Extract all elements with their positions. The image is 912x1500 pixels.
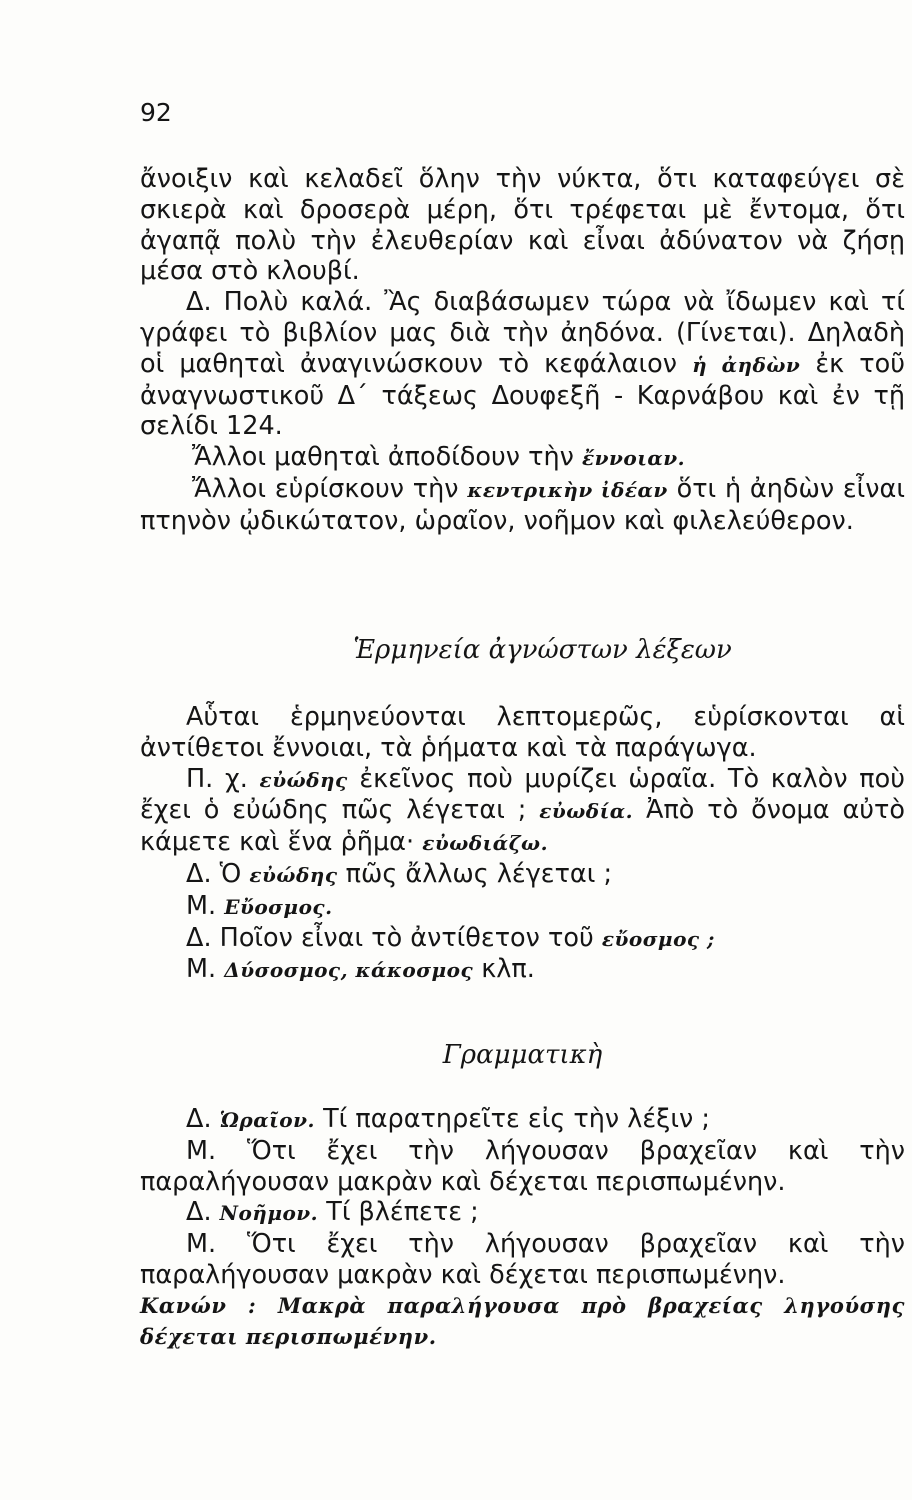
- dialogue-line: Μ. Ὅτι ἔχει τὴν λήγουσαν βραχεῖαν καὶ τὴν παραλήγουσαν μακρὰν καὶ δέχεται περισπωμένην.: [140, 1229, 905, 1290]
- paragraph-example: Π. χ. εὐώδης ἐκεῖνος ποὺ μυρίζει ὡραῖα. Τὸ καλὸν ποὺ ἔχει ὁ εὐώδης πῶς λέγεται ; εὐωδία. Ἀπὸ τὸ ὄνομα αὐτὸ κάμετε καὶ ἕνα ῥῆμα· εὐωδιάζω.: [140, 763, 905, 858]
- grammar-block: [140, 1104, 905, 1352]
- dialogue-line: Δ. Ὁ εὐώδης πῶς ἄλλως λέγεται ;: [186, 858, 613, 889]
- section-heading-unknown-words: Ἑρμηνεία ἀγνώστων λέξεων: [353, 635, 732, 665]
- paragraph-3: Ἄλλοι μαθηταὶ ἀποδίδουν τὴν ἔννοιαν.: [192, 442, 686, 473]
- page-number: 92: [140, 98, 172, 127]
- emphasis-kentriki-idea: κεντρικὴν ἰδέαν: [467, 477, 668, 502]
- grammar-rule: Κανών : Μακρὰ παραλήγουσα πρὸ βραχείας ληγούσης δέχεται περισπωμένην.: [140, 1292, 905, 1349]
- section-heading-grammar: Γραμματικὴ: [442, 1040, 603, 1070]
- dialogue-line: Δ. Ποῖον εἶναι τὸ ἀντίθετον τοῦ εὔοσμος ;: [186, 922, 715, 953]
- unknown-words-block: [140, 702, 905, 986]
- dialogue-line: Δ. Ὡραῖον. Τί παρατηρεῖτε εἰς τὴν λέξιν ;: [186, 1104, 710, 1134]
- paragraph-1: ἄνοιξιν καὶ κελαδεῖ ὅλην τὴν νύκτα, ὅτι καταφεύγει σὲ σκιερὰ καὶ δροσερὰ μέρη, ὅτι τρέφεται μὲ ἔντομα, ὅτι ἀγαπᾷ πολὺ τὴν ἐλευθερίαν καὶ εἶναι ἀδύνατον νὰ ζήσῃ μέσα στὸ κλουβί.: [140, 164, 905, 287]
- dialogue-line: Μ. Εὔοσμος.: [186, 890, 333, 921]
- lesson-text-block: [140, 164, 905, 537]
- emphasis-ennoia: ἔννοιαν.: [581, 446, 686, 471]
- dialogue-line: Μ. Ὅτι ἔχει τὴν λήγουσαν βραχεῖαν καὶ τὴν παραλήγουσαν μακρὰν καὶ δέχεται περισπωμένην.: [140, 1135, 905, 1197]
- emphasis-aidon: ἡ ἀηδὼν: [692, 352, 801, 377]
- dialogue-line: Μ. Δύσοσμος, κάκοσμος κλπ.: [186, 954, 535, 985]
- paragraph-words-intro: Αὗται ἑρμηνεύονται λεπτομερῶς, εὑρίσκονται αἱ ἀντίθετοι ἔννοιαι, τὰ ῥήματα καὶ τὰ παράγωγα.: [140, 702, 905, 763]
- paragraph-4: Ἄλλοι εὑρίσκουν τὴν κεντρικὴν ἰδέαν ὅτι ἡ ἀηδὼν εἶναι πτηνὸν ᾠδικώτατον, ὡραῖον, νοῆμον καὶ φιλελεύθερον.: [140, 473, 905, 536]
- dialogue-line: Δ. Νοῆμον. Τί βλέπετε ;: [186, 1197, 479, 1228]
- paragraph-2: Δ. Πολὺ καλά. Ἂς διαβάσωμεν τώρα νὰ ἴδωμεν καὶ τί γράφει τὸ βιβλίον μας διὰ τὴν ἀηδόνα. (Γίνεται). Δηλαδὴ οἱ μαθηταὶ ἀναγινώσκουν τὸ κεφάλαιον ἡ ἀηδὼν ἐκ τοῦ ἀναγνωστικοῦ Δ΄ τάξεως Δουφεξῆ - Καρνάβου καὶ ἐν τῇ σελίδι 124.: [140, 287, 906, 442]
